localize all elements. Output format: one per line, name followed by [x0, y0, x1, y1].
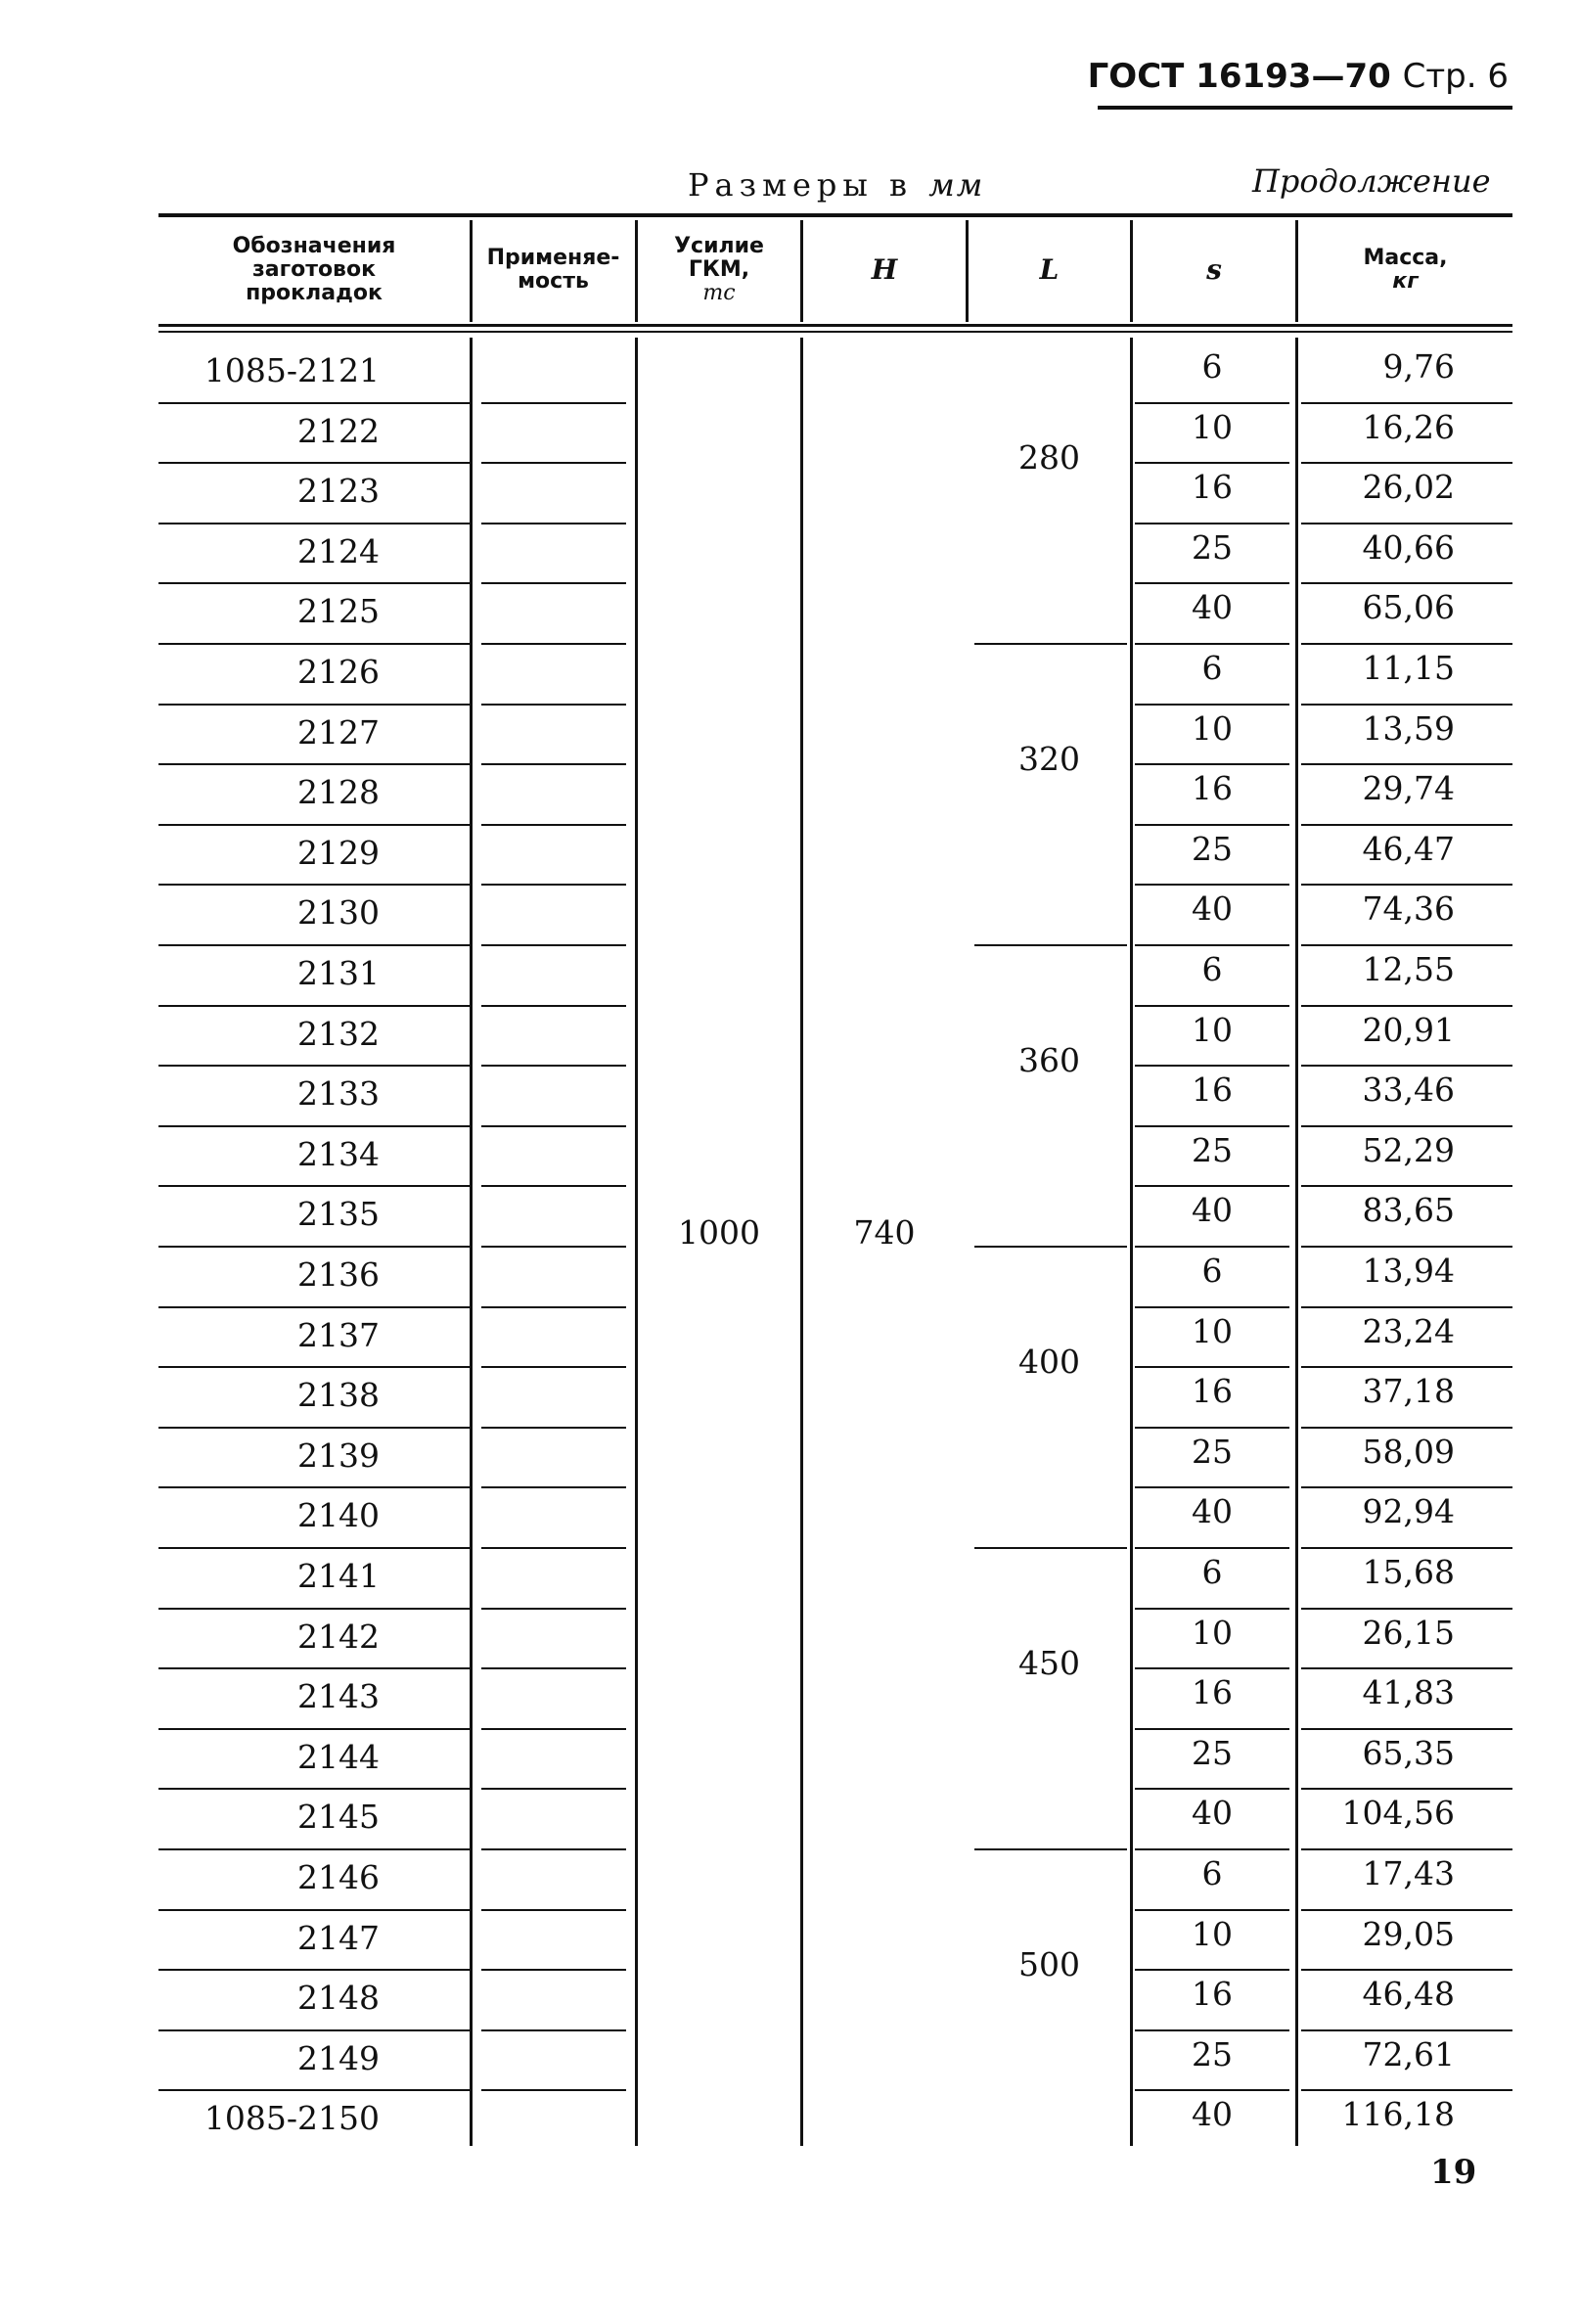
row-divider: [481, 1486, 626, 1488]
s-cell: 25: [1192, 1432, 1233, 1471]
row-divider: [1135, 1547, 1289, 1549]
row-divider: [1301, 944, 1512, 946]
row-divider: [158, 1667, 470, 1669]
designation-cell: 2123: [297, 472, 380, 511]
s-cell: 16: [1192, 1071, 1233, 1110]
designation-cell: 2138: [297, 1376, 380, 1415]
row-divider: [1135, 1125, 1289, 1127]
row-divider: [158, 884, 470, 886]
designation-cell: 1085-2150: [203, 2099, 380, 2138]
mass-cell: 11,15: [1362, 649, 1455, 687]
mass-cell: 20,91: [1362, 1010, 1455, 1049]
designation-cell: 2127: [297, 712, 380, 752]
row-divider: [1301, 2089, 1512, 2091]
L-group-value: 280: [1018, 438, 1080, 478]
row-divider: [1135, 1486, 1289, 1488]
row-divider: [481, 1969, 626, 1971]
row-divider: [1301, 1306, 1512, 1308]
row-divider: [1301, 1246, 1512, 1248]
row-divider: [1135, 1909, 1289, 1911]
row-divider: [158, 1969, 470, 1971]
row-divider: [1135, 1185, 1289, 1187]
mass-cell: 83,65: [1362, 1191, 1455, 1230]
designation-cell: 2139: [297, 1435, 380, 1475]
row-divider: [1135, 2029, 1289, 2031]
s-cell: 16: [1192, 1975, 1233, 2014]
row-divider: [1135, 824, 1289, 826]
row-divider: [481, 1366, 626, 1368]
row-divider: [1135, 1065, 1289, 1067]
row-divider: [1135, 1969, 1289, 1971]
designation-cell: 2143: [297, 1677, 380, 1716]
mass-cell: 116,18: [1341, 2095, 1455, 2134]
row-divider: [158, 704, 470, 706]
units-value: мм: [928, 166, 985, 204]
row-divider: [481, 462, 626, 464]
row-divider: [481, 1246, 626, 1248]
page-header: [1088, 57, 1509, 96]
header-bottom-rule-2: [158, 331, 1512, 333]
row-divider: [158, 2089, 470, 2091]
s-cell: 40: [1192, 1492, 1233, 1531]
designation-cell: 2135: [297, 1195, 380, 1234]
designation-cell: 2125: [297, 592, 380, 631]
col-header-designation: Обозначения заготовок прокладок: [232, 234, 396, 305]
continuation-label: Продолжение: [1252, 162, 1491, 200]
page-label: Стр. 6: [1402, 57, 1509, 96]
row-divider: [481, 824, 626, 826]
row-divider: [1301, 1909, 1512, 1911]
designation-cell: 2129: [297, 833, 380, 872]
mass-cell: 40,66: [1362, 527, 1455, 567]
column-divider: [470, 338, 473, 2146]
mass-cell: 65,35: [1362, 1733, 1455, 1772]
row-divider: [158, 1065, 470, 1067]
s-cell: 10: [1192, 1613, 1233, 1652]
row-divider: [481, 523, 626, 524]
s-cell: 40: [1192, 889, 1233, 929]
s-cell: 10: [1192, 1914, 1233, 1953]
mass-cell: 74,36: [1362, 889, 1455, 929]
L-group-divider: [974, 1848, 1127, 1850]
row-divider: [481, 1427, 626, 1429]
row-divider: [158, 1366, 470, 1368]
row-divider: [1301, 1125, 1512, 1127]
row-divider: [481, 1065, 626, 1067]
s-cell: 6: [1201, 950, 1223, 988]
standard-number: ГОСТ 16193—70: [1087, 57, 1391, 96]
designation-cell: 2136: [297, 1255, 380, 1294]
row-divider: [481, 1667, 626, 1669]
row-divider: [158, 1246, 470, 1248]
row-divider: [1301, 1427, 1512, 1429]
mass-cell: 92,94: [1362, 1492, 1455, 1531]
L-group-divider: [974, 1246, 1127, 1248]
row-divider: [481, 1608, 626, 1610]
row-divider: [158, 582, 470, 584]
row-divider: [1301, 1969, 1512, 1971]
row-divider: [158, 1486, 470, 1488]
designation-cell: 2126: [297, 653, 380, 691]
header-bottom-rule: [158, 324, 1512, 327]
row-divider: [1135, 582, 1289, 584]
s-cell: 25: [1192, 829, 1233, 868]
header-divider: [1295, 220, 1298, 322]
header-divider: [635, 220, 638, 322]
row-divider: [1301, 884, 1512, 886]
row-divider: [158, 1125, 470, 1127]
row-divider: [481, 944, 626, 946]
row-divider: [1301, 1366, 1512, 1368]
s-cell: 40: [1192, 588, 1233, 627]
designation-cell: 2131: [297, 954, 380, 992]
designation-cell: 2137: [297, 1315, 380, 1354]
row-divider: [1135, 884, 1289, 886]
row-divider: [1135, 1667, 1289, 1669]
s-cell: 25: [1192, 1733, 1233, 1772]
row-divider: [1301, 1608, 1512, 1610]
mass-cell: 29,05: [1362, 1914, 1455, 1953]
row-divider: [481, 643, 626, 645]
row-divider: [1301, 1848, 1512, 1850]
L-group-divider: [974, 944, 1127, 946]
row-divider: [1135, 1788, 1289, 1790]
s-cell: 6: [1201, 1252, 1223, 1290]
s-cell: 10: [1192, 708, 1233, 748]
row-divider: [158, 824, 470, 826]
s-cell: 6: [1201, 1553, 1223, 1591]
row-divider: [1135, 1608, 1289, 1610]
L-group-value: 400: [1018, 1343, 1080, 1382]
force-value: 1000: [678, 1213, 760, 1252]
s-cell: 16: [1192, 769, 1233, 808]
designation-cell: 1085-2121: [203, 351, 380, 389]
L-group-value: 500: [1018, 1945, 1080, 1984]
s-cell: 10: [1192, 1311, 1233, 1350]
mass-cell: 23,24: [1362, 1311, 1455, 1350]
row-divider: [1135, 944, 1289, 946]
mass-cell: 65,06: [1362, 588, 1455, 627]
H-value: 740: [853, 1213, 916, 1252]
mass-cell: 15,68: [1362, 1553, 1455, 1591]
L-group-value: 360: [1018, 1041, 1080, 1080]
designation-cell: 2132: [297, 1014, 380, 1053]
row-divider: [158, 1547, 470, 1549]
s-cell: 25: [1192, 1130, 1233, 1169]
row-divider: [1301, 1486, 1512, 1488]
designation-cell: 2147: [297, 1918, 380, 1957]
mass-cell: 41,83: [1362, 1673, 1455, 1712]
row-divider: [158, 2029, 470, 2031]
row-divider: [158, 1608, 470, 1610]
row-divider: [158, 643, 470, 645]
row-divider: [1135, 402, 1289, 404]
designation-cell: 2144: [297, 1737, 380, 1776]
mass-cell: 46,47: [1362, 829, 1455, 868]
s-cell: 6: [1201, 1854, 1223, 1892]
s-cell: 40: [1192, 1191, 1233, 1230]
s-cell: 16: [1192, 468, 1233, 507]
row-divider: [158, 1306, 470, 1308]
row-divider: [1301, 824, 1512, 826]
row-divider: [481, 1005, 626, 1007]
mass-cell: 26,02: [1362, 468, 1455, 507]
row-divider: [481, 1547, 626, 1549]
row-divider: [481, 402, 626, 404]
designation-cell: 2124: [297, 531, 380, 570]
row-divider: [1135, 643, 1289, 645]
s-cell: 10: [1192, 1010, 1233, 1049]
row-divider: [481, 2089, 626, 2091]
header-divider: [470, 220, 473, 322]
row-divider: [481, 1848, 626, 1850]
row-divider: [158, 462, 470, 464]
L-group-divider: [974, 643, 1127, 645]
row-divider: [1135, 1728, 1289, 1730]
row-divider: [158, 523, 470, 524]
L-group-value: 450: [1018, 1644, 1080, 1683]
col-header-s: s: [1206, 253, 1222, 286]
row-divider: [481, 704, 626, 706]
designation-cell: 2142: [297, 1617, 380, 1656]
designation-cell: 2141: [297, 1557, 380, 1595]
row-divider: [1301, 1005, 1512, 1007]
designation-cell: 2130: [297, 893, 380, 933]
page-number: 19: [1430, 2153, 1477, 2192]
row-divider: [1135, 1306, 1289, 1308]
row-divider: [158, 763, 470, 765]
col-header-applicability: Применяе- мость: [486, 246, 620, 294]
designation-cell: 2148: [297, 1979, 380, 2018]
s-cell: 10: [1192, 407, 1233, 446]
row-divider: [158, 1185, 470, 1187]
mass-cell: 33,46: [1362, 1071, 1455, 1110]
designation-cell: 2134: [297, 1134, 380, 1173]
mass-cell: 12,55: [1362, 950, 1455, 988]
header-divider: [800, 220, 803, 322]
row-divider: [158, 1427, 470, 1429]
row-divider: [1135, 462, 1289, 464]
units-caption: [688, 166, 984, 204]
units-prefix: Размеры в: [688, 166, 914, 204]
row-divider: [1301, 1788, 1512, 1790]
mass-cell: 13,59: [1362, 708, 1455, 748]
row-divider: [158, 1909, 470, 1911]
col-header-H: H: [871, 253, 898, 286]
s-cell: 16: [1192, 1372, 1233, 1411]
row-divider: [1135, 763, 1289, 765]
row-divider: [1135, 704, 1289, 706]
col-header-L: L: [1039, 253, 1060, 286]
designation-cell: 2133: [297, 1074, 380, 1114]
row-divider: [1301, 1065, 1512, 1067]
row-divider: [481, 1125, 626, 1127]
row-divider: [1135, 2089, 1289, 2091]
row-divider: [1135, 1366, 1289, 1368]
mass-cell: 46,48: [1362, 1975, 1455, 2014]
mass-cell: 26,15: [1362, 1613, 1455, 1652]
col-header-mass: Масса, кг: [1363, 246, 1448, 294]
L-group-divider: [974, 1547, 1127, 1549]
row-divider: [481, 1185, 626, 1187]
row-divider: [481, 763, 626, 765]
mass-cell: 9,76: [1382, 347, 1455, 386]
s-cell: 40: [1192, 1794, 1233, 1833]
row-divider: [1301, 704, 1512, 706]
row-divider: [1135, 1005, 1289, 1007]
row-divider: [1301, 462, 1512, 464]
row-divider: [1301, 2029, 1512, 2031]
mass-cell: 29,74: [1362, 769, 1455, 808]
row-divider: [481, 1728, 626, 1730]
col-header-force: Усилие ГКМ, тс: [674, 234, 764, 305]
row-divider: [158, 402, 470, 404]
row-divider: [158, 1728, 470, 1730]
mass-cell: 17,43: [1362, 1854, 1455, 1892]
row-divider: [1135, 523, 1289, 524]
header-rule: [1098, 106, 1512, 110]
row-divider: [1301, 1667, 1512, 1669]
s-cell: 40: [1192, 2095, 1233, 2134]
header-divider: [966, 220, 969, 322]
row-divider: [1301, 1185, 1512, 1187]
row-divider: [481, 884, 626, 886]
s-cell: 25: [1192, 2034, 1233, 2073]
row-divider: [1301, 582, 1512, 584]
table-top-rule: [158, 213, 1512, 217]
row-divider: [158, 1005, 470, 1007]
designation-cell: 2145: [297, 1798, 380, 1837]
row-divider: [481, 2029, 626, 2031]
row-divider: [1135, 1848, 1289, 1850]
row-divider: [1301, 1547, 1512, 1549]
mass-cell: 13,94: [1362, 1252, 1455, 1290]
row-divider: [1135, 1427, 1289, 1429]
s-cell: 6: [1201, 649, 1223, 687]
mass-cell: 52,29: [1362, 1130, 1455, 1169]
s-cell: 25: [1192, 527, 1233, 567]
row-divider: [1301, 763, 1512, 765]
s-cell: 16: [1192, 1673, 1233, 1712]
row-divider: [1301, 523, 1512, 524]
row-divider: [1301, 402, 1512, 404]
mass-cell: 104,56: [1341, 1794, 1455, 1833]
row-divider: [158, 1848, 470, 1850]
row-divider: [481, 1909, 626, 1911]
designation-cell: 2140: [297, 1496, 380, 1535]
mass-cell: 58,09: [1362, 1432, 1455, 1471]
mass-cell: 16,26: [1362, 407, 1455, 446]
mass-cell: 37,18: [1362, 1372, 1455, 1411]
row-divider: [158, 944, 470, 946]
row-divider: [158, 1788, 470, 1790]
row-divider: [481, 1306, 626, 1308]
header-divider: [1130, 220, 1133, 322]
mass-cell: 72,61: [1362, 2034, 1455, 2073]
row-divider: [1135, 1246, 1289, 1248]
row-divider: [1301, 643, 1512, 645]
L-group-value: 320: [1018, 740, 1080, 779]
designation-cell: 2149: [297, 2038, 380, 2077]
row-divider: [481, 1788, 626, 1790]
designation-cell: 2128: [297, 773, 380, 812]
row-divider: [1301, 1728, 1512, 1730]
s-cell: 6: [1201, 347, 1223, 386]
designation-cell: 2146: [297, 1858, 380, 1896]
row-divider: [481, 582, 626, 584]
designation-cell: 2122: [297, 411, 380, 450]
